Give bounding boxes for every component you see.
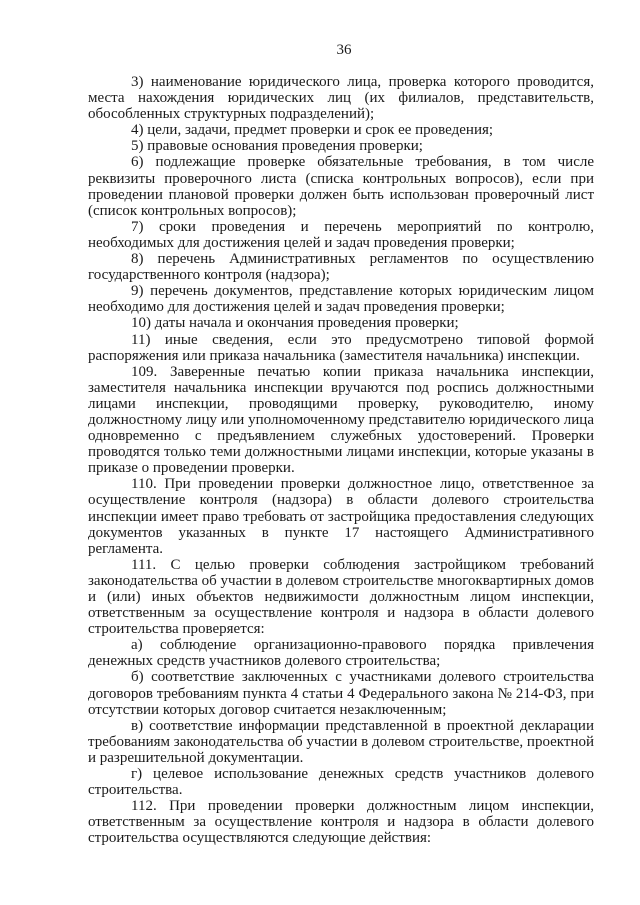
- paragraph-section-111: 111. С целью проверки соблюдения застройщиком требований законодательства об участии в долевом строительстве многоквартирных домов и (или) иных объектов недвижимости должностным лицом инспекции, ответственным за осуществление контроля и надзора в области долевого строительства проверяется:: [88, 556, 594, 638]
- paragraph-item-5: 5) правовые основания проведения проверки;: [131, 138, 423, 155]
- paragraph-item-9: 9) перечень документов, представление которых юридическим лицом необходимо для достижения целей и задач проведения проверки;: [88, 283, 594, 316]
- paragraph-item-10: 10) даты начала и окончания проведения проверки;: [131, 315, 459, 332]
- paragraph-item-11: 11) иные сведения, если это предусмотрено типовой формой распоряжения или приказа начальника (заместителя начальника) инспекции.: [88, 331, 594, 364]
- paragraph-item-8: 8) перечень Административных регламентов по осуществлению государственного контроля (надзора);: [88, 251, 594, 284]
- paragraph-section-109: 109. Заверенные печатью копии приказа начальника инспекции, заместителя начальника инспекции вручаются под роспись должностными лицами инспекции, проводящими проверку, руководителю, иному должностному лицу или уполномоченному представителю юридического лица одновременно с предъявлением служебных удостоверений. Проверки проводятся только теми должностными лицами инспекции, которые указаны в приказе о проведении проверки.: [88, 363, 594, 477]
- paragraph-item-6: 6) подлежащие проверке обязательные требования, в том числе реквизиты проверочного листа (списка контрольных вопросов), если при проведении плановой проверки должен быть использован проверочный лист (список контрольных вопросов);: [88, 154, 594, 219]
- paragraph-subitem-b: б) соответствие заключенных с участниками долевого строительства договоров требованиям пункта 4 статьи 4 Федерального закона № 214-ФЗ, при отсутствии которых договор считается незаключенным;: [88, 669, 594, 718]
- paragraph-item-4: 4) цели, задачи, предмет проверки и срок ее проведения;: [131, 122, 494, 139]
- paragraph-subitem-g: г) целевое использование денежных средств участников долевого строительства.: [88, 766, 594, 799]
- paragraph-item-3: 3) наименование юридического лица, проверка которого проводится, места нахождения юридических лиц (их филиалов, представительств, обособленных структурных подразделений);: [88, 74, 594, 123]
- page-number: 36: [336, 42, 352, 58]
- paragraph-section-112: 112. При проведении проверки должностным лицом инспекции, ответственным за осуществление контроля и надзора в области долевого строительства осуществляются следующие действия:: [88, 798, 594, 847]
- paragraph-subitem-a: а) соблюдение организационно-правового порядка привлечения денежных средств участников долевого строительства;: [88, 637, 594, 670]
- paragraph-item-7: 7) сроки проведения и перечень мероприятий по контролю, необходимых для достижения целей и задач проведения проверки;: [88, 218, 594, 251]
- paragraph-section-110: 110. При проведении проверки должностное лицо, ответственное за осуществление контроля (надзора) в области долевого строительства инспекции имеет право требовать от застройщика предоставления следующих документов указанных в пункте 17 настоящего Административного регламента.: [88, 476, 594, 557]
- paragraph-subitem-v: в) соответствие информации представленной в проектной декларации требованиям законодательства об участии в долевом строительстве, проектной и разрешительной документации.: [88, 717, 594, 766]
